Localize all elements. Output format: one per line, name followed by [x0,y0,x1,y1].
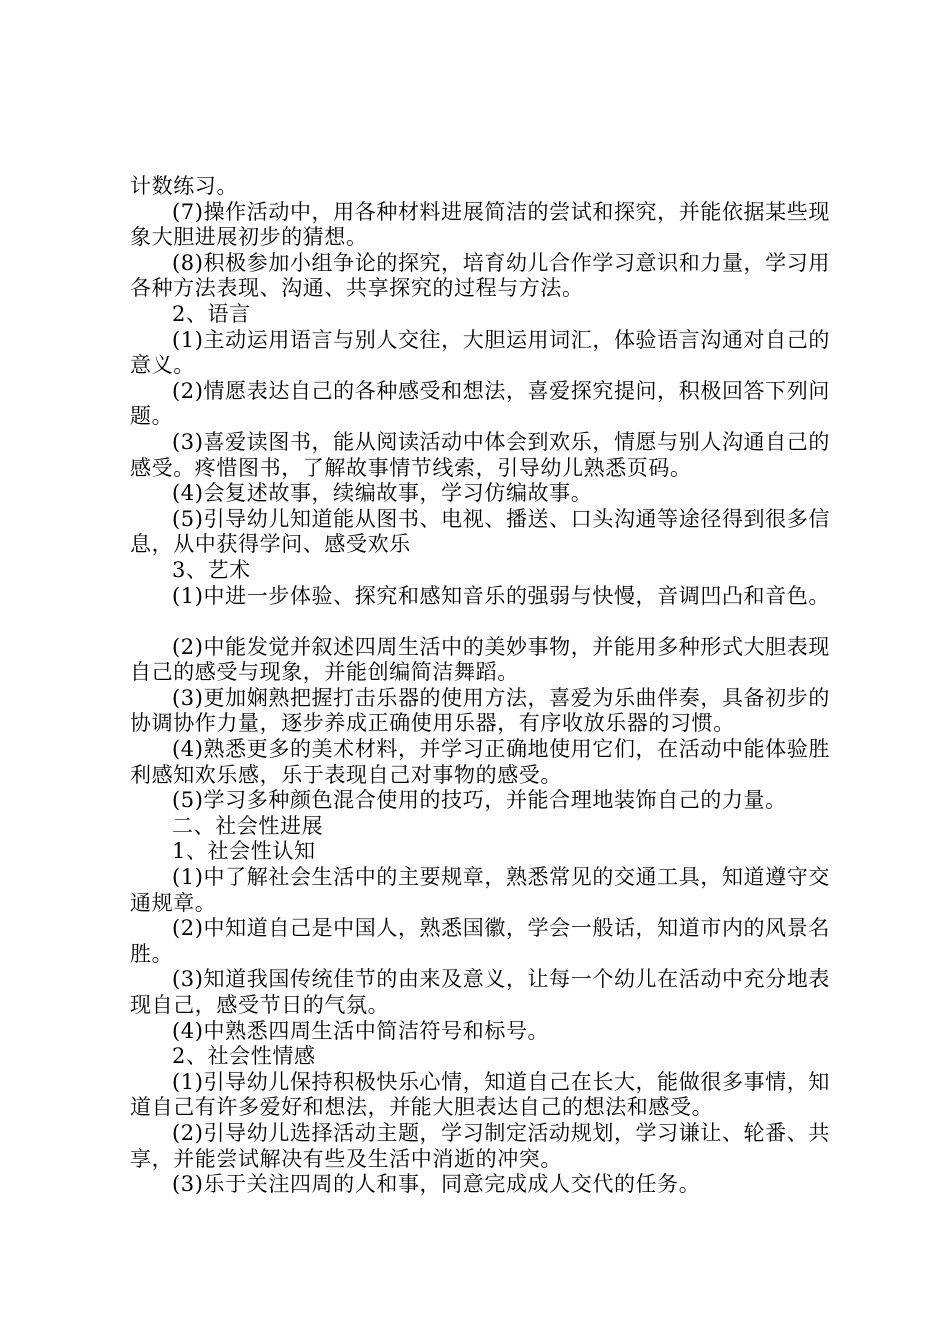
paragraph: (8)积极参加小组争论的探究，培育幼儿合作学习意识和力量，学习用各种方法表现、沟通、共享探究的过程与方法。 [130,250,830,301]
document-body [130,174,850,1198]
section-heading: 3、艺术 [172,557,251,582]
paragraph: (3)喜爱读图书，能从阅读活动中体会到欢乐，情愿与别人沟通自己的感受。疼惜图书，了解故事情节线索，引导幼儿熟悉页码。 [130,429,830,480]
paragraph: (7)操作活动中，用各种材料进展简洁的尝试和探究，并能依据某些现象大胆进展初步的猜想。 [130,199,830,250]
paragraph: (3)乐于关注四周的人和事，同意完成成人交代的任务。 [172,1172,701,1197]
paragraph: (2)情愿表达自己的各种感受和想法，喜爱探究提问，积极回答下列问题。 [130,378,830,429]
paragraph: 计数练习。 [130,174,238,198]
paragraph: (4)会复述故事，续编故事，学习仿编故事。 [172,481,593,506]
paragraph: (5)学习多种颜色混合使用的技巧，并能合理地装饰自己的力量。 [172,788,787,813]
paragraph: (2)中能发觉并叙述四周生活中的美妙事物，并能用多种形式大胆表现自己的感受与现象，并能创编简洁舞蹈。 [130,634,830,685]
paragraph: (4)熟悉更多的美术材料，并学习正确地使用它们，在活动中能体验胜利感知欢乐感，乐于表现自己对事物的感受。 [130,737,830,787]
section-heading: 2、语言 [172,301,251,326]
paragraph: (1)中进一步体验、探究和感知音乐的强弱与快慢，音调凹凸和音色。 [172,583,830,608]
paragraph: (3)知道我国传统佳节的由来及意义，让每一个幼儿在活动中充分地表现自己，感受节日的气氛。 [130,967,830,1017]
section-heading: 1、社会性认知 [172,839,316,864]
paragraph: (1)中了解社会生活中的主要规章，熟悉常见的交通工具，知道遵守交通规章。 [130,865,830,915]
paragraph: (1)主动运用语言与别人交往，大胆运用词汇，体验语言沟通对自己的意义。 [130,327,830,378]
paragraph: (2)引导幼儿选择活动主题，学习制定活动规划，学习谦让、轮番、共享，并能尝试解决有些及生活中消逝的冲突。 [130,1120,830,1171]
section-heading: 2、社会性情感 [172,1044,316,1069]
blank-line [130,609,850,635]
paragraph: (4)中熟悉四周生活中简洁符号和标号。 [172,1018,550,1043]
paragraph: (2)中知道自己是中国人，熟悉国徽，学会一般话，知道市内的风景名胜。 [130,916,830,966]
paragraph: (1)引导幼儿保持积极快乐心情，知道自己在长大，能做很多事情，知道自己有许多爱好和想法，并能大胆表达自己的想法和感受。 [130,1069,830,1120]
paragraph: (5)引导幼儿知道能从图书、电视、播送、口头沟通等途径得到很多信息，从中获得学问、感受欢乐 [130,506,830,557]
section-heading: 二、社会性进展 [172,813,324,838]
paragraph: (3)更加娴熟把握打击乐器的使用方法，喜爱为乐曲伴奏，具备初步的协调协作力量，逐步养成正确使用乐器，有序收放乐器的习惯。 [130,685,830,736]
